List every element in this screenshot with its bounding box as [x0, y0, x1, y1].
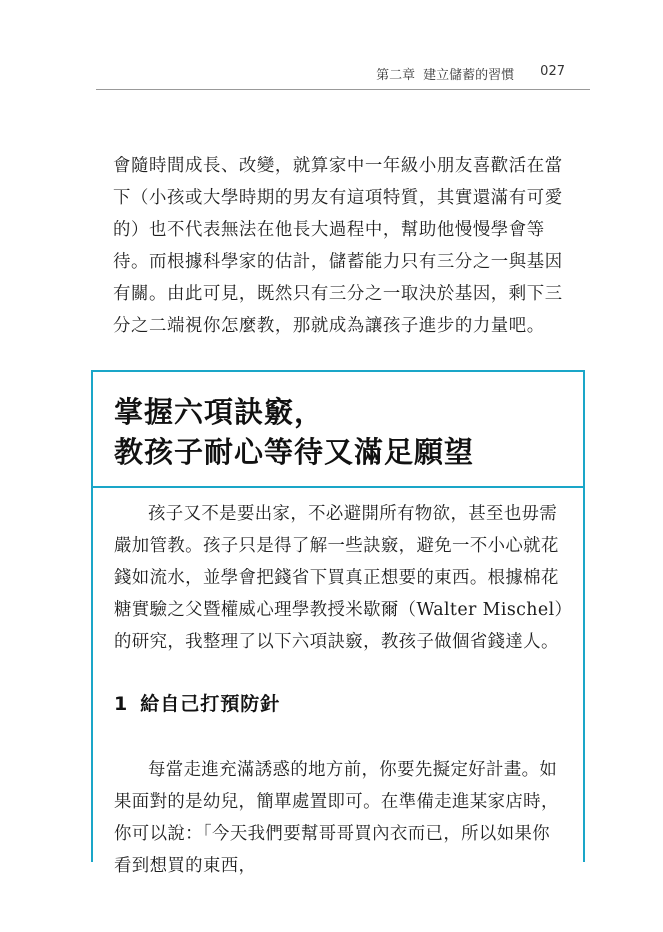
- section-number: 1: [114, 693, 129, 715]
- tips-box: [91, 370, 585, 876]
- page-number: 027: [540, 64, 565, 79]
- box-paragraph-1: 孩子又不是要出家，不必避開所有物欲，甚至也毋需嚴加管教。孩子只是得了解一些訣竅，避免一不小心就花錢如流水，並學會把錢省下買真正想要的東西。根據棉花糖實驗之父暨權威心理學教授米歇爾（Walter Mischel）的研究，我整理了以下六項訣竅，教孩子做個省錢達人。: [114, 504, 564, 652]
- running-header: [376, 64, 565, 83]
- section-heading: [114, 688, 565, 720]
- box-body: [93, 488, 583, 882]
- box-title-line2: 教孩子耐心等待又滿足願望: [114, 435, 475, 469]
- section-title: 給自己打預防針: [140, 693, 281, 715]
- box-title: [93, 372, 583, 488]
- chapter-label: 第二章: [376, 68, 416, 83]
- intro-text: [113, 150, 577, 342]
- header-rule: [96, 89, 590, 90]
- chapter-title: 建立儲蓄的習慣: [423, 68, 515, 83]
- intro-paragraph: 會隨時間成長、改變，就算家中一年級小朋友喜歡活在當下（小孩或大學時期的男友有這項特質，其實還滿有可愛的）也不代表無法在他長大過程中，幫助他慢慢學會等待。而根據科學家的估計，儲蓄能力只有三分之一與基因有關。由此可見，既然只有三分之一取決於基因，剩下三分之二端視你怎麼教，那就成為讓孩子進步的力量吧。: [113, 156, 563, 336]
- box-title-line1: 掌握六項訣竅，: [114, 395, 325, 429]
- box-paragraph-2: 每當走進充滿誘惑的地方前，你要先擬定好計畫。如果面對的是幼兒，簡單處置即可。在準備走進某家店時，你可以說：「今天我們要幫哥哥買內衣而已，所以如果你看到想買的東西，: [114, 760, 559, 876]
